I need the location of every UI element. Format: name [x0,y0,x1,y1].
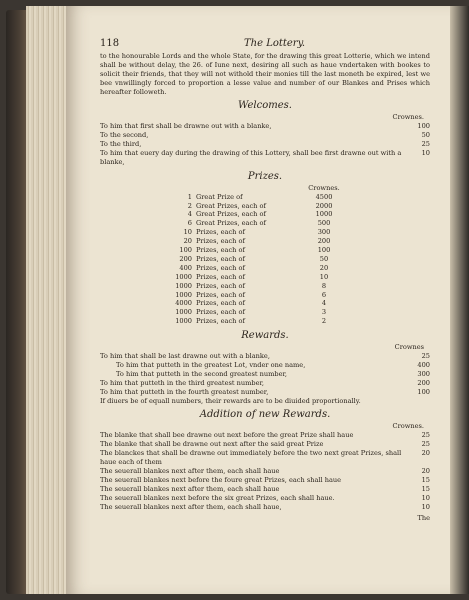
item-value: 100 [417,387,430,396]
prize-count: 100 [179,246,192,255]
prize-value: 6 [321,290,327,299]
intro-paragraph [100,52,430,97]
prize-value: 8 [321,281,327,290]
prizes-heading: Prizes. [247,170,283,182]
prize-description: Prizes, each of [196,317,245,326]
prize-count: 200 [179,254,192,263]
item-text: To him that putteth in the second greatest number, [116,369,288,378]
item-text: To the second, [100,131,149,140]
table-row [162,264,342,273]
prize-value: 500 [317,219,331,228]
table-row [162,255,342,264]
table-row [162,273,342,282]
item-value: 50 [421,131,430,140]
table-row [162,317,342,326]
list-item [100,361,430,370]
list-item [100,131,430,140]
catchword: The [417,514,430,523]
item-value: 300 [417,369,430,378]
item-value: 25 [421,352,430,360]
item-text: The seuerall blankes next after them, each shall haue, [100,502,282,511]
prize-value: 50 [319,254,329,263]
list-item [100,476,430,485]
prize-count: 1 [187,192,192,201]
prize-value: 10 [319,272,329,281]
item-value: 200 [417,378,430,387]
welcomes-column-header: Crownes. [392,113,424,122]
item-text: The blanckes that shall be drawne out immediately before the two next great Prizes, shall haue each of them [100,449,402,466]
prize-description: Great Prizes, each of [196,201,266,210]
list-item [100,503,430,512]
prize-description: Great Prizes, each of [196,219,266,228]
table-row [162,246,342,255]
item-text: To him that putteth in the third greatest number, [100,378,264,387]
prize-count: 400 [179,263,192,272]
welcomes-heading: Welcomes. [238,100,292,112]
list-item [100,379,430,388]
item-text: The seuerall blankes next after them, each shall haue [100,484,280,493]
table-row [162,219,342,228]
list-item [100,431,430,440]
item-value: 100 [417,122,430,131]
item-text: The seuerall blankes next before the foure great Prizes, each shall haue [100,475,342,484]
prize-description: Prizes, each of [196,254,245,263]
rewards-list [100,352,430,405]
prize-description: Prizes, each of [196,281,245,290]
item-text: To him that putteth in the greatest Lot, vnder one name, [116,360,306,369]
item-value: 10 [421,493,430,502]
item-value: 10 [421,502,430,511]
prize-description: Prizes, each of [196,299,245,308]
item-text: The blanke that shall be drawne out next after the said great Prize [100,440,324,449]
item-value: 20 [421,449,430,458]
item-text: To him that euery day during the drawing of this Lottery, shall bee first drawne out with a blanke, [100,148,402,166]
item-value: 15 [421,475,430,484]
item-text: The seuerall blankes next after them, each shall haue [100,466,280,475]
table-row [162,299,342,308]
prize-count: 2 [187,201,192,210]
item-value: 15 [421,484,430,493]
table-row [162,210,342,219]
prize-value: 3 [321,308,327,317]
addition-heading: Addition of new Rewards. [199,409,331,421]
list-item [100,149,430,167]
prize-count: 1000 [175,272,192,281]
prize-description: Prizes, each of [196,237,245,246]
item-value: 20 [421,466,430,475]
list-item [100,388,430,397]
prize-count: 4000 [175,299,192,308]
prize-count: 1000 [175,281,192,290]
list-item [100,449,430,467]
rewards-heading: Rewards. [241,330,289,342]
prize-description: Prizes, each of [196,263,245,272]
prize-description: Great Prize of [196,192,243,201]
prize-description: Prizes, each of [196,272,245,281]
prize-count: 4 [187,210,192,219]
page-number: 118 [100,38,120,49]
table-row [162,291,342,300]
prize-count: 20 [183,237,192,246]
prize-count: 1000 [175,308,192,317]
page-text [100,40,430,523]
welcomes-list [100,122,430,167]
item-text: The seuerall blankes next before the six great Prizes, each shall haue. [100,493,335,502]
prize-value: 4 [321,299,327,308]
running-head: The Lottery. [243,38,306,49]
item-value: 25 [421,440,430,449]
prize-description: Prizes, each of [196,308,245,317]
rewards-column-header: Crownes [394,343,424,352]
list-item [100,352,430,361]
prize-description: Great Prizes, each of [196,210,266,219]
prize-value: 300 [317,228,331,237]
addition-column-header: Crownes. [392,422,424,431]
prize-count: 1000 [175,317,192,326]
table-row [162,237,342,246]
prize-count: 6 [187,219,192,228]
prize-value: 1000 [315,210,333,219]
book-cover-edge [6,10,28,594]
list-item [100,494,430,503]
table-row [162,228,342,237]
item-value: 10 [421,148,430,157]
list-item [100,370,430,379]
page-header [100,40,430,49]
prize-count: 10 [183,228,192,237]
item-text: To him that shall be last drawne out with a blanke, [100,352,270,360]
item-text: To the third, [100,140,142,149]
prize-description: Prizes, each of [196,246,245,255]
table-row [162,193,342,202]
item-value: 400 [417,360,430,369]
prizes-table [162,184,342,327]
item-text: The blanke that shall bee drawne out next before the great Prize shall haue [100,431,354,440]
item-value [410,397,430,406]
list-item [100,122,430,131]
table-row [162,308,342,317]
list-item [100,467,430,476]
prize-value: 200 [317,237,331,246]
prize-count: 1000 [175,290,192,299]
item-text: If diuers be of equall numbers, their rewards are to be diuided proportionally. [100,396,361,405]
table-row [162,202,342,211]
list-item [100,485,430,494]
prize-value: 4500 [315,192,333,201]
item-text: To him that first shall be drawne out with a blanke, [100,122,272,131]
prize-description: Prizes, each of [196,228,245,237]
prize-value: 2 [321,317,327,326]
list-item [100,397,430,406]
list-item [100,140,430,149]
item-text: To him that putteth in the fourth greatest number, [100,387,269,396]
item-value: 25 [421,431,430,440]
book-gutter-shadow [450,6,469,594]
item-value: 25 [421,140,430,149]
prize-value: 100 [317,246,331,255]
list-item [100,440,430,449]
table-row [162,282,342,291]
prizes-column-header: Crownes. [308,183,340,192]
prize-value: 2000 [315,201,333,210]
intro-text: to the honourable Lords and the whole State, for the drawing this great Lotterie, which we intend shall be without delay, the 26. of Iune next, desiring all such as haue vndertaken with bookes to solicit their friends, that they will not withold their monies till the last moneth be expired, lest we bee vnwillingly forced to proportion a lesse value and number of our Blankes and Prises which hereafter followeth. [100,51,430,96]
addition-list [100,431,430,511]
prize-value: 20 [319,263,329,272]
prize-description: Prizes, each of [196,290,245,299]
